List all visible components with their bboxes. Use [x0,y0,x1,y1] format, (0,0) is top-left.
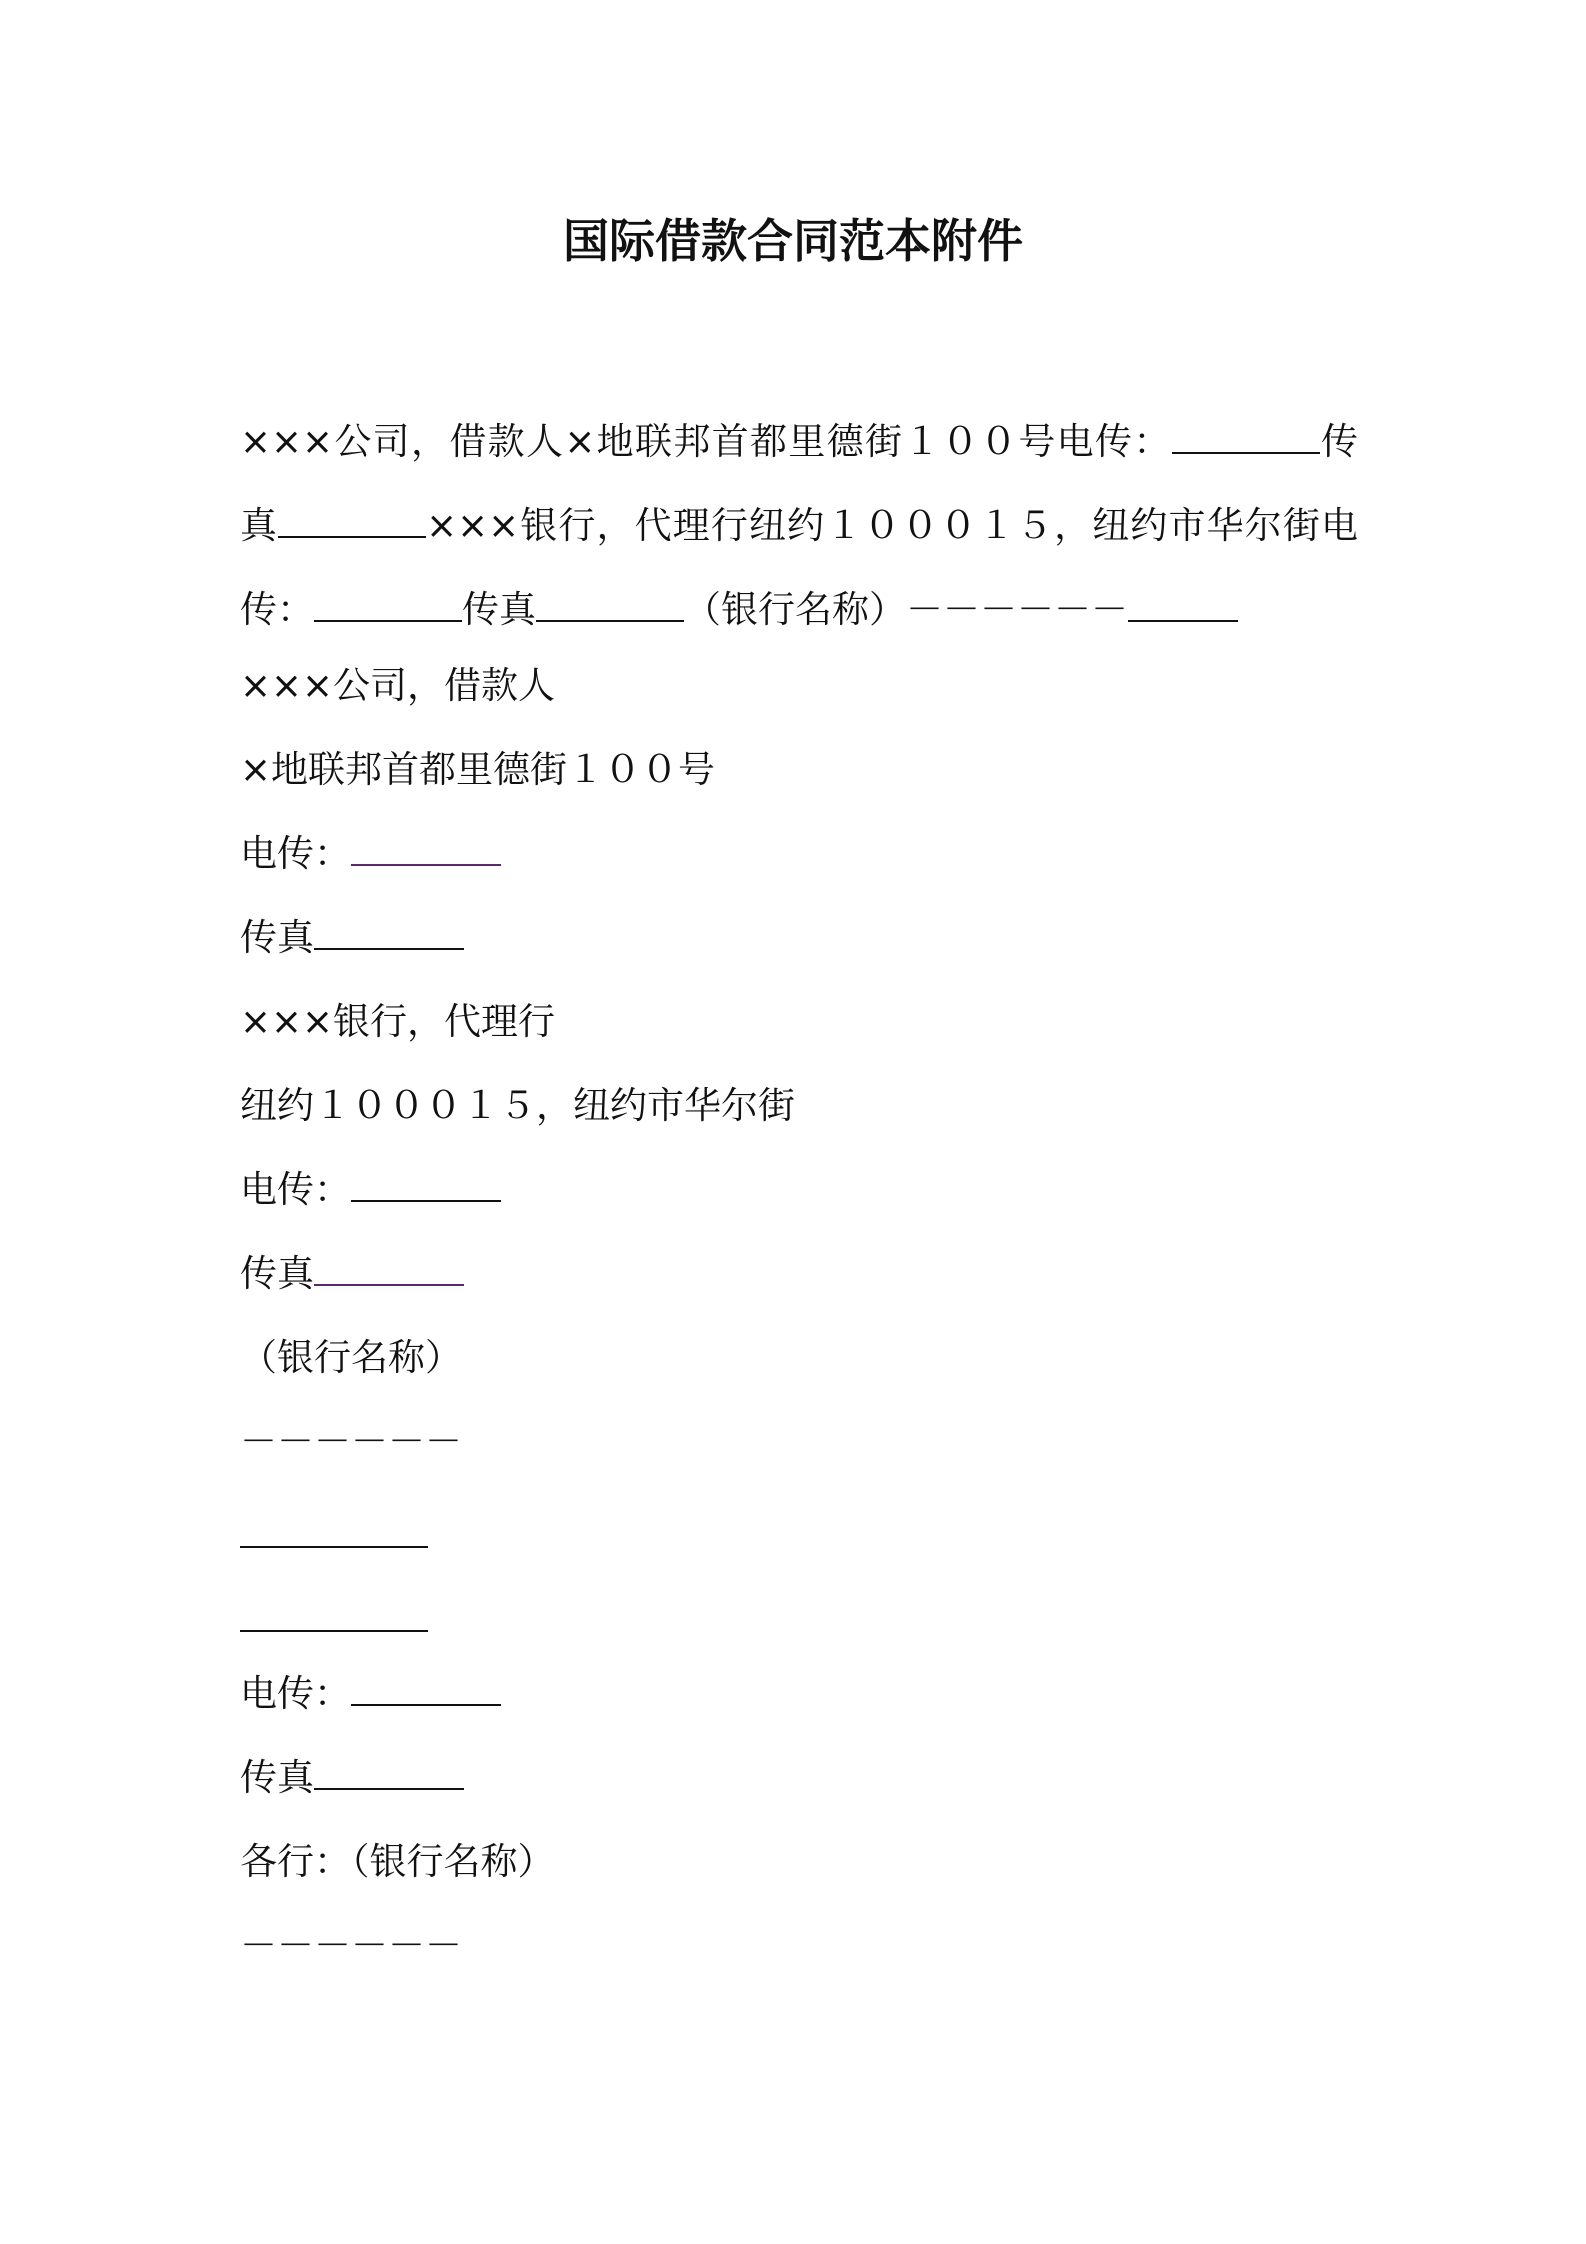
blank-line [240,1546,428,1548]
intro-text-1: ×××公司，借款人×地联邦首都里德街１００号电传： [240,420,1172,463]
intro-text-5: （银行名称）－－－－－－ [684,588,1128,631]
bank-blank [1128,616,1238,622]
telex-label: 电传： [240,832,351,875]
telex-blank [351,860,501,866]
borrower-fax-line [240,908,464,968]
borrower-line: ×××公司，借款人 [240,664,556,707]
fax-label: 传真 [240,916,314,959]
intro-paragraph [240,400,1358,652]
agent-address-line: 纽约１０００１５，纽约市华尔街 [240,1084,795,1127]
agent-bank-line: ×××银行，代理行 [240,1000,556,1043]
telex-blank [351,1700,501,1706]
borrower-telex-line [240,824,501,884]
intro-text-4: 传真 [462,588,536,631]
fax-label: 传真 [240,1252,314,1295]
blank-line [240,1630,428,1632]
fax-blank [314,1784,464,1790]
agent-telex-line [240,1160,501,1220]
telex-blank [351,1196,501,1202]
telex-label: 电传： [240,1672,351,1715]
document-title: 国际借款合同范本附件 [563,214,1023,268]
bank-name-line: （银行名称） [240,1336,462,1379]
fax-line [240,1748,464,1808]
fax-blank [314,944,464,950]
telex-blank [1172,448,1320,454]
telex-line [240,1664,501,1724]
dash-line: －－－－－－ [240,1420,462,1463]
borrower-address-line: ×地联邦首都里德街１００号 [240,748,716,791]
agent-fax-line [240,1244,464,1304]
fax-blank [278,532,426,538]
intro-text-2: 传真 [240,420,1359,547]
telex-blank [314,616,462,622]
fax-label: 传真 [240,1756,314,1799]
fax-blank [314,1280,464,1286]
banks-line: 各行：（银行名称） [240,1840,555,1883]
fax-blank [536,616,684,622]
intro-text-3: ×××银行，代理行纽约１０００１５，纽约市华尔街电传： [240,504,1358,631]
dash-line: －－－－－－ [240,1924,462,1967]
telex-label: 电传： [240,1168,351,1211]
